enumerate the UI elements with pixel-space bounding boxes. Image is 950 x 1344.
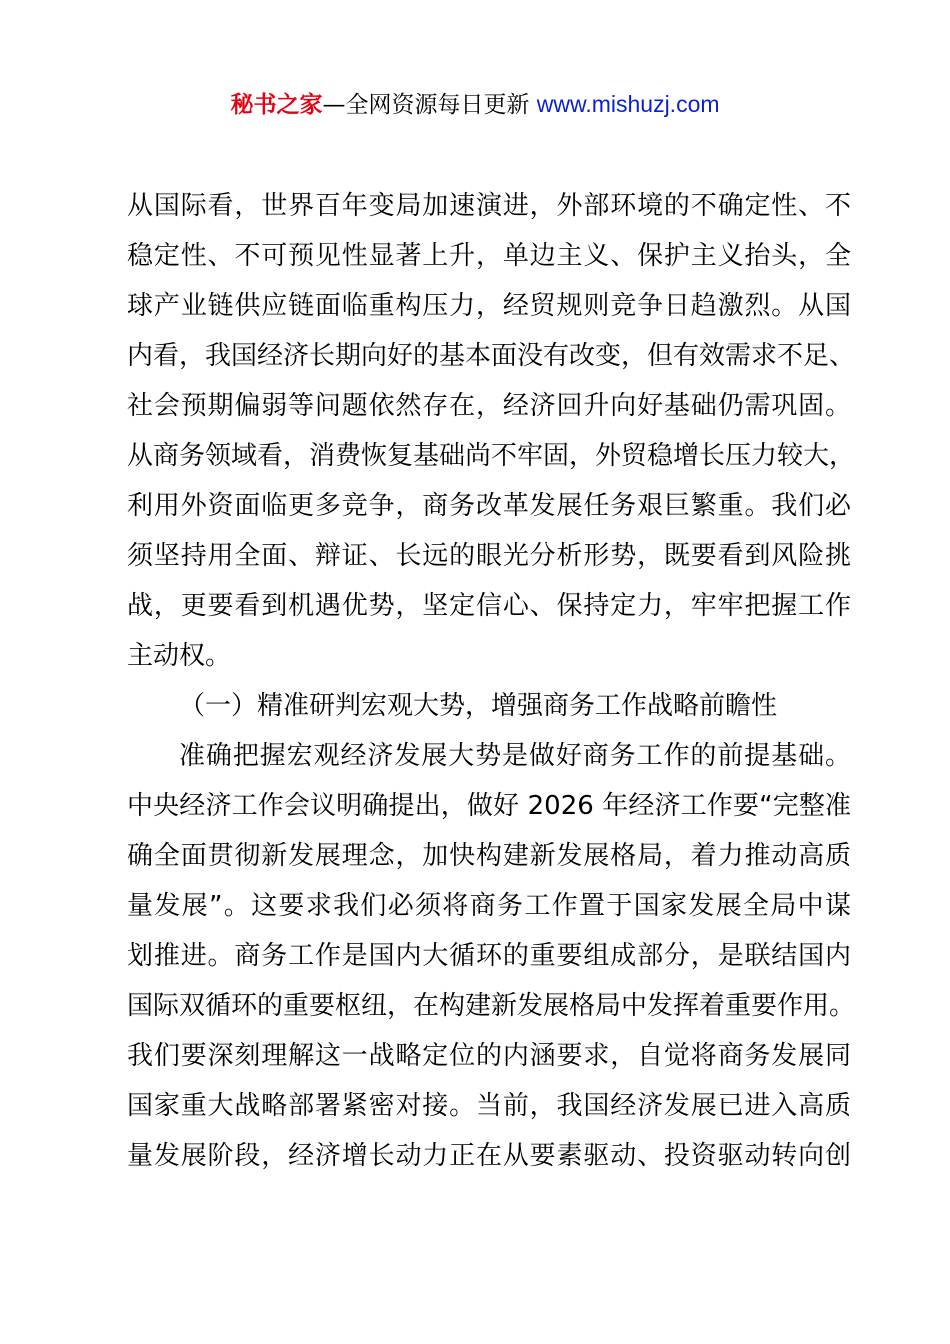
paragraph-line: 须坚持用全面、辩证、长远的眼光分析形势，既要看到风险挑 (127, 541, 851, 571)
paragraph-line: 量发展”。这要求我们必须将商务工作置于国家发展全局中谋 (127, 891, 851, 921)
paragraph-line: 利用外资面临更多竞争，商务改革发展任务艰巨繁重。我们必 (127, 491, 851, 521)
paragraph-line: 内看，我国经济长期向好的基本面没有改变，但有效需求不足、 (127, 341, 856, 371)
paragraph-line: 我们要深刻理解这一战略定位的内涵要求，自觉将商务发展同 (127, 1041, 851, 1071)
site-brand: 秘书之家 (230, 92, 323, 118)
paragraph-line: 从商务领域看，消费恢复基础尚不牢固，外贸稳增长压力较大， (127, 441, 856, 471)
document-body (127, 181, 856, 1181)
site-tagline: —全网资源每日更新 (322, 92, 537, 118)
paragraph-line: 主动权。 (127, 641, 232, 671)
paragraph-line: 中央经济工作会议明确提出，做好 2026 年经济工作要“完整准 (127, 791, 851, 821)
paragraph-line: 球产业链供应链面临重构压力，经贸规则竞争日趋激烈。从国 (127, 291, 851, 321)
paragraph-line: 从国际看，世界百年变局加速演进，外部环境的不确定性、不 (127, 191, 851, 221)
section-heading: （一）精准研判宏观大势，增强商务工作战略前瞻性 (179, 691, 778, 721)
site-header (0, 86, 950, 123)
site-url[interactable]: www.mishuzj.com (536, 91, 720, 117)
paragraph-line: 社会预期偏弱等问题依然存在，经济回升向好基础仍需巩固。 (127, 391, 851, 421)
paragraph-line: 战，更要看到机遇优势，坚定信心、保持定力，牢牢把握工作 (127, 591, 851, 621)
paragraph-line: 国际双循环的重要枢纽，在构建新发展格局中发挥着重要作用。 (127, 991, 856, 1021)
paragraph-line: 准确把握宏观经济发展大势是做好商务工作的前提基础。 (179, 741, 851, 771)
paragraph-line: 确全面贯彻新发展理念，加快构建新发展格局，着力推动高质 (127, 841, 851, 871)
paragraph-line: 国家重大战略部署紧密对接。当前，我国经济发展已进入高质 (127, 1091, 851, 1121)
paragraph-line: 划推进。商务工作是国内大循环的重要组成部分，是联结国内 (127, 941, 851, 971)
paragraph-line: 稳定性、不可预见性显著上升，单边主义、保护主义抬头，全 (127, 241, 851, 271)
paragraph-line: 量发展阶段，经济增长动力正在从要素驱动、投资驱动转向创 (127, 1141, 851, 1171)
